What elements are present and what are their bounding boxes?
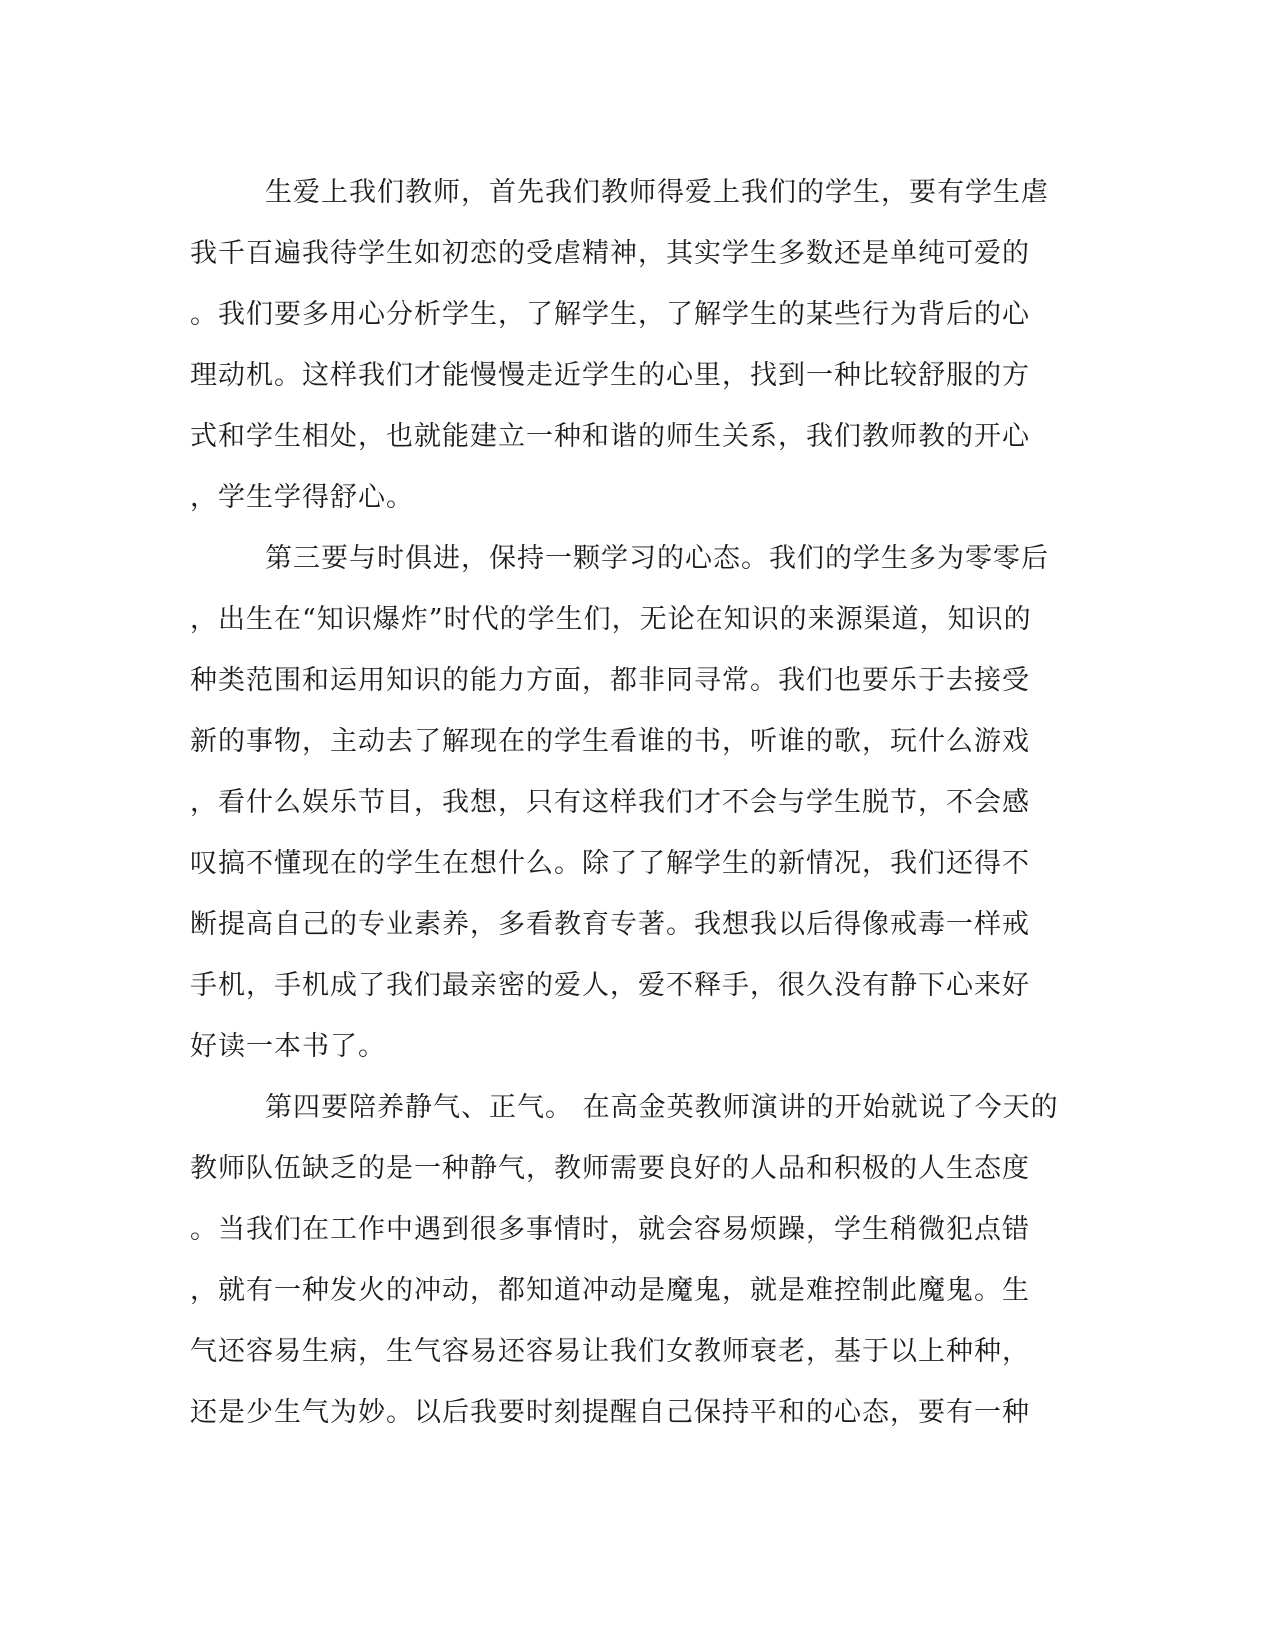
- text-line: ，就有一种发火的冲动，都知道冲动是魔鬼，就是难控制此魔鬼。生: [190, 1275, 1030, 1306]
- text-line: 气还容易生病，生气容易还容易让我们女教师衰老，基于以上种种，: [190, 1336, 1030, 1367]
- text-line: 好读一本书了。: [190, 1031, 386, 1062]
- text-line: 新的事物，主动去了解现在的学生看谁的书，听谁的歌，玩什么游戏: [190, 726, 1030, 757]
- text-line: 还是少生气为妙。以后我要时刻提醒自己保持平和的心态，要有一种: [190, 1397, 1030, 1428]
- text-line: 教师队伍缺乏的是一种静气，教师需要良好的人品和积极的人生态度: [190, 1153, 1030, 1184]
- text-line: 叹搞不懂现在的学生在想什么。除了了解学生的新情况，我们还得不: [190, 848, 1030, 879]
- text-line: 手机，手机成了我们最亲密的爱人，爱不释手，很久没有静下心来好: [190, 970, 1030, 1001]
- text-line: 断提高自己的专业素养，多看教育专著。我想我以后得像戒毒一样戒: [190, 909, 1030, 940]
- text-line: 生爱上我们教师，首先我们教师得爱上我们的学生，要有学生虐: [265, 177, 1049, 208]
- text-line: 。我们要多用心分析学生，了解学生，了解学生的某些行为背后的心: [190, 299, 1030, 330]
- body-text: [190, 162, 1090, 1443]
- text-line: ，看什么娱乐节目，我想，只有这样我们才不会与学生脱节，不会感: [190, 787, 1030, 818]
- text-line: 。当我们在工作中遇到很多事情时，就会容易烦躁，学生稍微犯点错: [190, 1214, 1030, 1245]
- text-line: 第三要与时俱进，保持一颗学习的心态。我们的学生多为零零后: [265, 543, 1049, 574]
- text-line: 第四要陪养静气、正气。 在高金英教师演讲的开始就说了今天的: [265, 1092, 1059, 1123]
- text-line: ，学生学得舒心。: [190, 482, 414, 513]
- text-line: 理动机。这样我们才能慢慢走近学生的心里，找到一种比较舒服的方: [190, 360, 1030, 391]
- text-line: 种类范围和运用知识的能力方面，都非同寻常。我们也要乐于去接受: [190, 665, 1030, 696]
- text-line: 式和学生相处，也就能建立一种和谐的师生关系，我们教师教的开心: [190, 421, 1030, 452]
- text-line: 我千百遍我待学生如初恋的受虐精神，其实学生多数还是单纯可爱的: [190, 238, 1030, 269]
- text-line: ，出生在“知识爆炸”时代的学生们，无论在知识的来源渠道，知识的: [190, 604, 1032, 635]
